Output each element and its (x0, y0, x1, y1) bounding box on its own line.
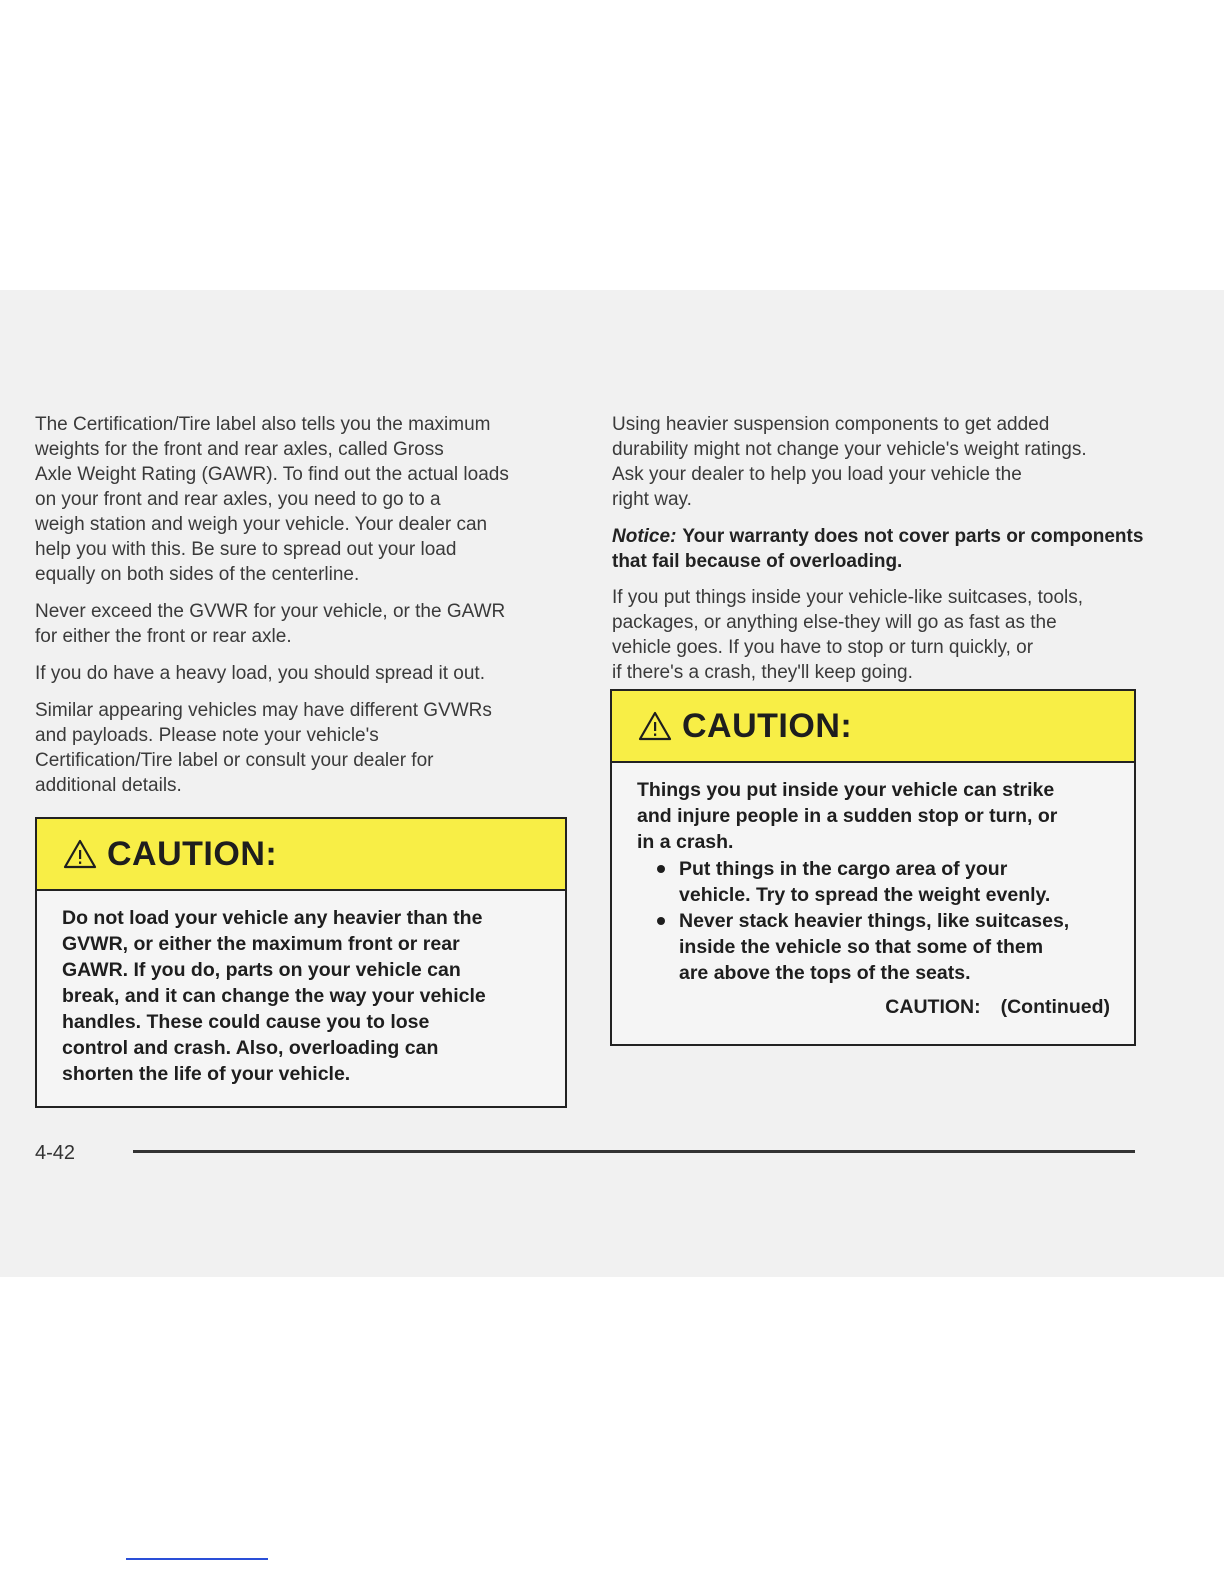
warning-triangle-icon (638, 711, 672, 741)
paragraph-loose-items: If you put things inside your vehicle-like suitcases, tools, packages, or anything else-they will go as fast as the vehicle goes. If you have to stop or turn quickly, or if there's a crash, they'll keep going. (612, 587, 1084, 683)
caution-body (612, 763, 1134, 1036)
caution-continued (637, 994, 1110, 1020)
notice (612, 524, 1147, 574)
footer-divider (133, 1150, 1135, 1153)
paragraph-gawr: The Certification/Tire label also tells you the maximum weights for the front and rear axles, called Gross Axle Weight Rating (GAWR). To find out the actual loads on your front and rear axles, you need to go to a weigh station and weigh your vehicle. Your dealer can help you with this. Be sure to spread out your load equally on both sides of the centerline. (35, 414, 509, 585)
link-underline[interactable] (126, 1558, 268, 1560)
list-item-text: Put things in the cargo area of your vehicle. Try to spread the weight evenly. (679, 858, 1051, 906)
left-column (35, 412, 570, 810)
caution-header (612, 691, 1134, 763)
caution-bullet-list (637, 856, 1110, 986)
continued-label: CAUTION: (885, 996, 981, 1018)
notice-label: Notice: (612, 526, 677, 547)
caution-box-overload (35, 817, 567, 1108)
list-item-text: Never stack heavier things, like suitcases, inside the vehicle so that some of them are above the tops of the seats. (679, 910, 1070, 984)
caution-title: CAUTION: (107, 834, 278, 873)
paragraph-suspension: Using heavier suspension components to get added durability might not change your vehicle's weight ratings. Ask your dealer to help you load your vehicle the right way. (612, 414, 1087, 510)
caution-text: Do not load your vehicle any heavier than the GVWR, or either the maximum front or rear GAWR. If you do, parts on your vehicle can break, and it can change the way your vehicle handles. These could cause you to lose control and crash. Also, overloading can shorten the life of your vehicle. (62, 907, 486, 1085)
caution-box-cargo (610, 689, 1136, 1046)
right-column (612, 412, 1147, 697)
notice-text: Your warranty does not cover parts or components that fail because of overloading. (612, 526, 1144, 572)
continued-text: (Continued) (1000, 996, 1110, 1018)
caution-body (37, 891, 565, 1103)
list-item (679, 856, 1110, 908)
bullet-icon (657, 917, 665, 925)
caution-intro: Things you put inside your vehicle can strike and injure people in a sudden stop or turn, or in a crash. (637, 779, 1058, 853)
list-item (679, 908, 1110, 986)
paragraph-heavy-load: If you do have a heavy load, you should spread it out. (35, 663, 485, 684)
paragraph-similar-vehicles: Similar appearing vehicles may have different GVWRs and payloads. Please note your vehicle's Certification/Tire label or consult your dealer for additional details. (35, 700, 492, 796)
bullet-icon (657, 865, 665, 873)
warning-triangle-icon (63, 839, 97, 869)
paragraph-never-exceed: Never exceed the GVWR for your vehicle, or the GAWR for either the front or rear axle. (35, 601, 506, 647)
page-number: 4-42 (35, 1142, 76, 1164)
caution-title: CAUTION: (682, 706, 853, 745)
caution-header (37, 819, 565, 891)
